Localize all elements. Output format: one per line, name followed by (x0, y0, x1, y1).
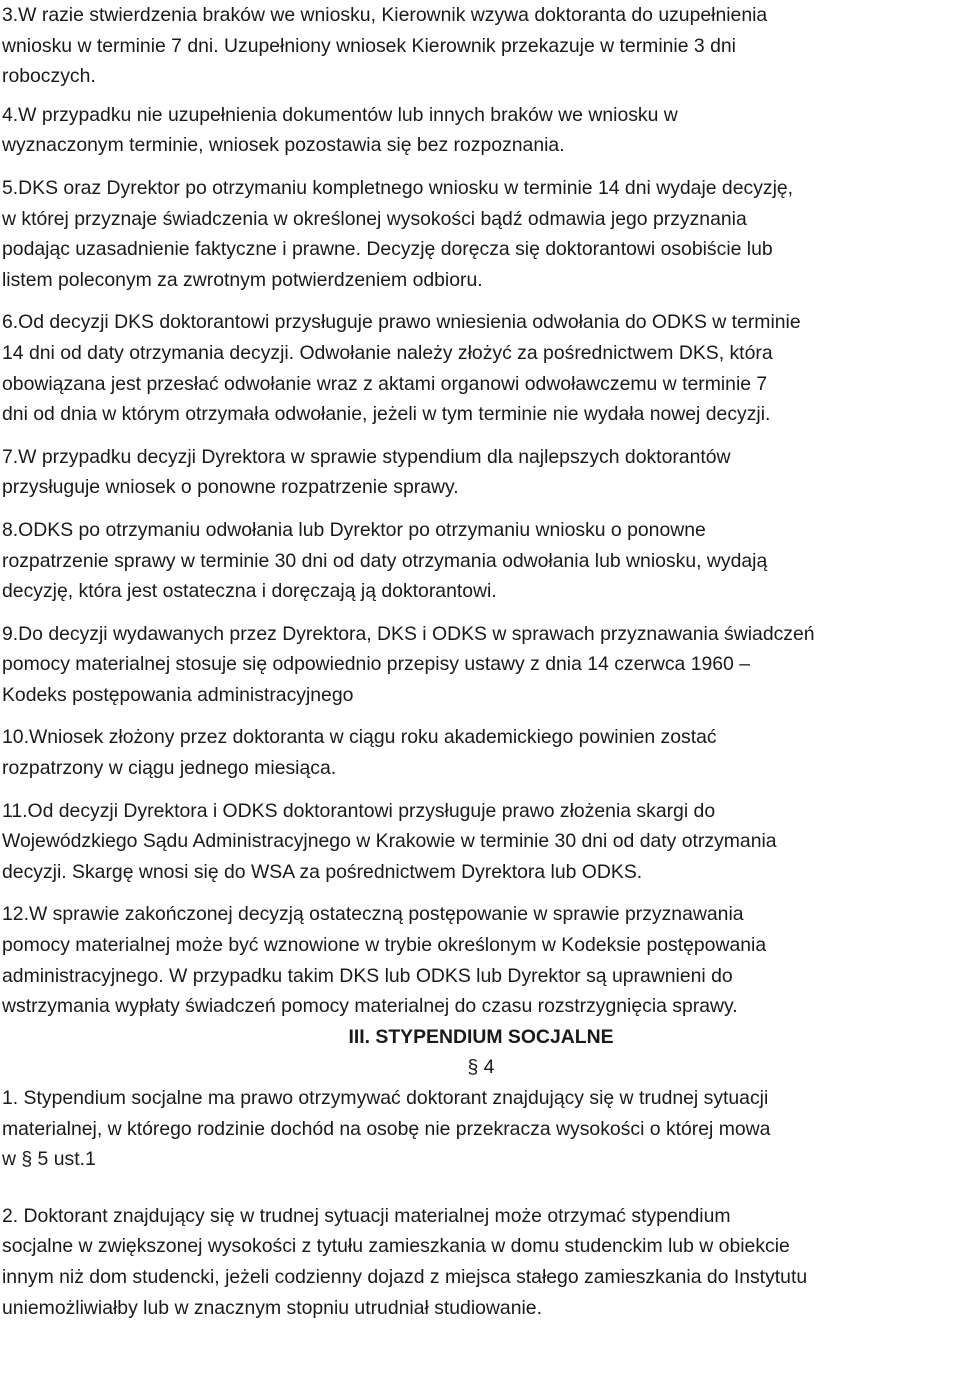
paragraph-10: 10.Wniosek złożony przez doktoranta w ciągu roku akademickiego powinien zostać rozpatrzony w ciągu jednego miesiąca. (2, 726, 717, 780)
paragraph-8: 8.ODKS po otrzymaniu odwołania lub Dyrektor po otrzymaniu wniosku o ponowne rozpatrzenie sprawy w terminie 30 dni od daty otrzymania odwołania lub wniosku, wydają decyzję, która jest ostateczna i doręczają ją doktorantowi. (2, 518, 768, 603)
paragraph-5: 5.DKS oraz Dyrektor po otrzymaniu kompletnego wniosku w terminie 14 dni wydaje decyzję, w której przyznaje świadczenia w określonej wysokości bądź odmawia jego przyznania podając uzasadnienie faktyczne i prawne. Decyzję doręcza się doktorantowi osobiście lub listem poleconym za zwrotnym potwierdzeniem odbioru. (2, 176, 794, 291)
paragraph-9: 9.Do decyzji wydawanych przez Dyrektora, DKS i ODKS w sprawach przyznawania świadczeń pomocy materialnej stosuje się odpowiednio przepisy ustawy z dnia 14 czerwca 1960 – Kodeks postępowania administracyjnego (2, 622, 815, 706)
paragraph-3: 3.W razie stwierdzenia braków we wniosku, Kierownik wzywa doktoranta do uzupełnienia wniosku w terminie 7 dni. Uzupełniony wniosek Kierownik przekazuje w terminie 3 dni roboczych. (2, 4, 768, 88)
paragraph-11: 11.Od decyzji Dyrektora i ODKS doktorantowi przysługuje prawo złożenia skargi do Wojewódzkiego Sądu Administracyjnego w Krakowie w terminie 30 dni od daty otrzymania decyzji. Skargę wnosi się do WSA za pośrednictwem Dyrektora lub ODKS. (2, 799, 777, 883)
paragraph-6: 6.Od decyzji DKS doktorantowi przysługuje prawo wniesienia odwołania do ODKS w terminie 14 dni od daty otrzymania decyzji. Odwołanie należy złożyć za pośrednictwem DKS, która obowiązana jest przesłać odwołanie wraz z aktami organowi odwoławczemu w terminie 7 dni od dnia w którym otrzymała odwołanie, jeżeli w tym terminie nie wydała nowej decyzji. (2, 311, 801, 426)
paragraph-12: 12.W sprawie zakończonej decyzją ostateczną postępowanie w sprawie przyznawania pomocy materialnej może być wznowione w trybie określonym w Kodeksie postępowania administracyjnego. W przypadku takim DKS lub ODKS lub Dyrektor są uprawnieni do wstrzymania wypłaty świadczeń pomocy materialnej do czasu rozstrzygnięcia sprawy. (2, 903, 767, 1018)
paragraph-4: 4.W przypadku nie uzupełnienia dokumentów lub innych braków we wniosku w wyznaczonym terminie, wniosek pozostawia się bez rozpoznania. (2, 103, 678, 157)
paragraph-7: 7.W przypadku decyzji Dyrektora w sprawie stypendium dla najlepszych doktorantów przysługuje wniosek o ponowne rozpatrzenie sprawy. (2, 445, 731, 499)
section-point-1: 1. Stypendium socjalne ma prawo otrzymywać doktorant znajdujący się w trudnej sytuacji materialnej, w którego rodzinie dochód na osobę nie przekracza wysokości o której mowa w § 5 ust.1 (2, 1087, 771, 1171)
section-point-2: 2. Doktorant znajdujący się w trudnej sytuacji materialnej może otrzymać stypendium socjalne w zwiększonej wysokości z tytułu zamieszkania w domu studenckim lub w obiekcie innym niż dom studencki, jeżeli codzienny dojazd z miejsca stałego zamieszkania do Instytutu uniemożliwiałby lub w znacznym stopniu utrudniał studiowanie. (2, 1204, 808, 1319)
section-heading: III. STYPENDIUM SOCJALNE (348, 1025, 614, 1048)
section-paragraph-sign: § 4 (467, 1056, 495, 1079)
